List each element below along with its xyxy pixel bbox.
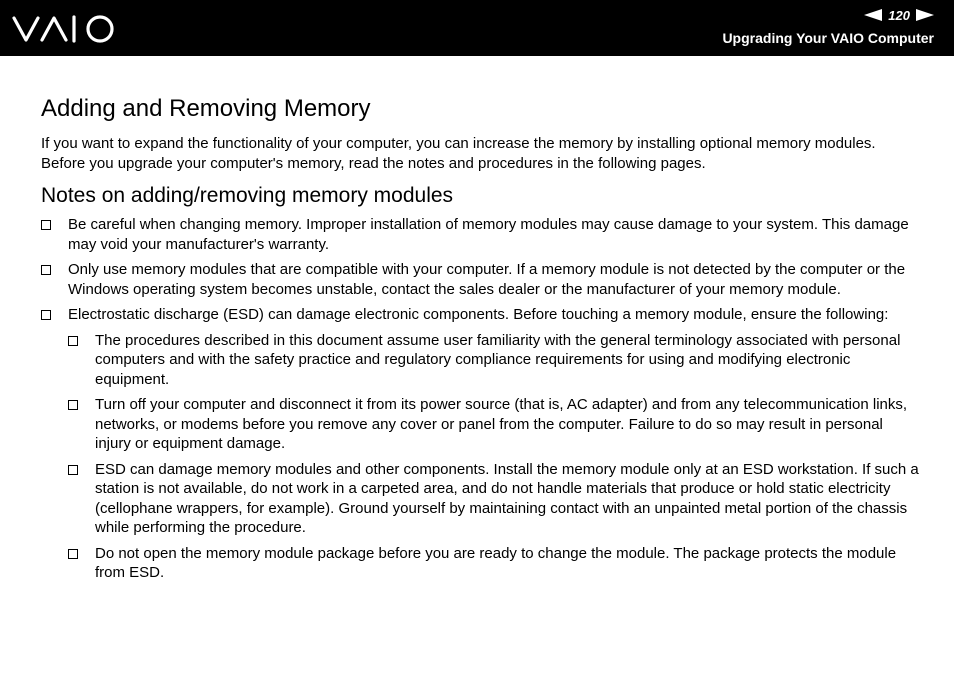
sub-list-item bbox=[68, 460, 921, 538]
sub-list-item bbox=[68, 331, 921, 390]
arrow-left-icon[interactable] bbox=[864, 9, 882, 21]
list-item bbox=[41, 305, 921, 583]
sub-list-item bbox=[68, 395, 921, 454]
checkbox-bullet-icon bbox=[68, 336, 78, 346]
section-subtitle: Notes on adding/removing memory modules bbox=[41, 184, 454, 207]
esd-sub-list bbox=[68, 331, 921, 583]
sub-list-item-text: Do not open the memory module package before you are ready to change the module. The package protects the module from ESD. bbox=[95, 544, 897, 581]
checkbox-bullet-icon bbox=[68, 400, 78, 410]
main-content bbox=[41, 94, 921, 589]
checkbox-bullet-icon bbox=[68, 549, 78, 559]
sub-list-item bbox=[68, 544, 921, 583]
page-title: Adding and Removing Memory bbox=[41, 95, 371, 122]
section-title: Upgrading Your VAIO Computer bbox=[722, 30, 934, 46]
page-header bbox=[0, 0, 954, 56]
list-item-text: Be careful when changing memory. Improper installation of memory modules may cause damage to your system. This damage may void your manufacturer's warranty. bbox=[68, 216, 909, 253]
page-navigation bbox=[864, 7, 934, 23]
vaio-logo bbox=[12, 14, 120, 44]
arrow-right-icon[interactable] bbox=[916, 9, 934, 21]
checkbox-bullet-icon bbox=[41, 265, 51, 275]
list-item bbox=[41, 260, 921, 299]
checkbox-bullet-icon bbox=[68, 465, 78, 475]
checkbox-bullet-icon bbox=[41, 220, 51, 230]
checkbox-bullet-icon bbox=[41, 310, 51, 320]
list-item-text: Only use memory modules that are compatible with your computer. If a memory module is not detected by the computer or the Windows operating system becomes unstable, contact the sales dealer or the manufacturer of your memory module. bbox=[68, 261, 906, 298]
intro-paragraph: If you want to expand the functionality of your computer, you can increase the memory by installing optional memory modules. Before you upgrade your computer's memory, read the notes and procedures in the following pages. bbox=[41, 135, 876, 172]
sub-list-item-text: The procedures described in this document assume user familiarity with the general terminology associated with personal computers and with the safety practice and regulatory compliance requirements for using and modifying electronic equipment. bbox=[95, 331, 901, 388]
page-number: 120 bbox=[888, 7, 910, 23]
notes-list bbox=[41, 215, 921, 583]
list-item bbox=[41, 215, 921, 254]
sub-list-item-text: ESD can damage memory modules and other components. Install the memory module only at an ESD workstation. If such a station is not available, do not work in a carpeted area, and do not handle materials that produce or hold static electricity (cellophane wrappers, for example). Ground yourself by maintaining contact with an unpainted metal portion of the chassis while performing the procedure. bbox=[95, 460, 919, 536]
list-item-text: Electrostatic discharge (ESD) can damage electronic components. Before touching a memory module, ensure the following: bbox=[68, 306, 889, 323]
sub-list-item-text: Turn off your computer and disconnect it from its power source (that is, AC adapter) and from any telecommunication links, networks, or modems before you remove any cover or panel from the computer. Failure to do so may result in personal injury or equipment damage. bbox=[95, 396, 908, 452]
